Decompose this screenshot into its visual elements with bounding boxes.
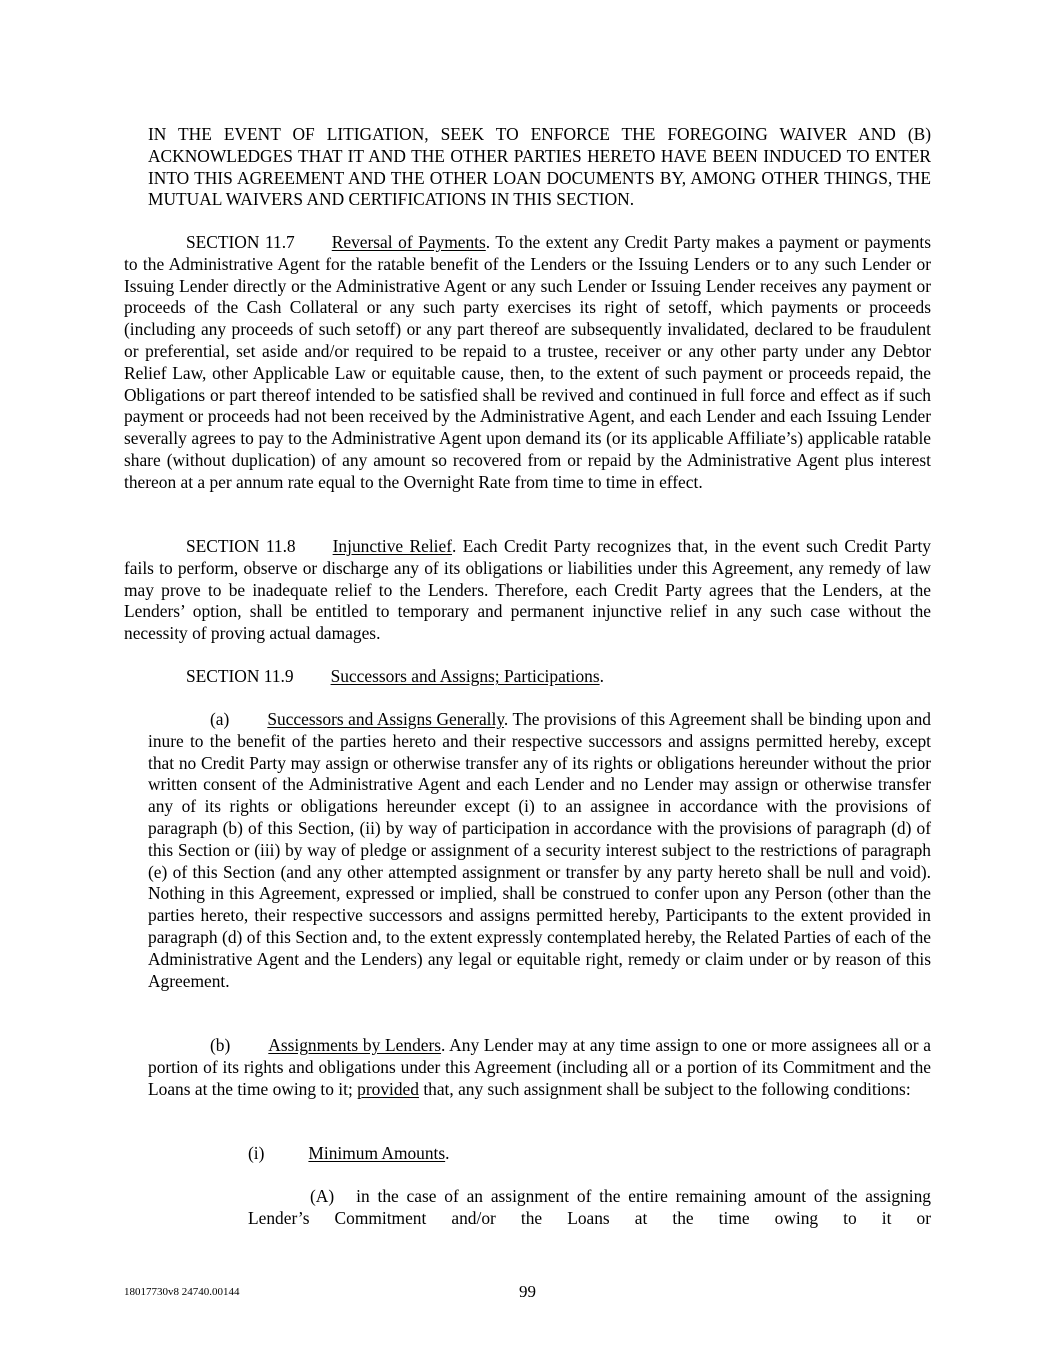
section-11-7-number: SECTION 11.7 <box>186 232 295 252</box>
section-11-9-title: Successors and Assigns; Participations <box>330 666 600 686</box>
paragraph-b-i-period: . <box>445 1143 450 1163</box>
paragraph-b <box>148 1035 931 1100</box>
section-11-8-body: . Each Credit Party recognizes that, in the event such Credit Party fails to perform, observe or discharge any of its obligations or liabilities under this Agreement, any remedy of law may prove to be inadequate relief to the Lenders. Therefore, each Credit Party agrees that the Lenders, at the Lenders’ option, shall be entitled to temporary and permanent injunctive relief in any such case without the necessity of proving actual damages. <box>124 536 931 644</box>
paragraph-b-body-before: . Any Lender may at any time assign to one or more assignees all or a portion of its rights and obligations under this Agreement (including all or a portion of its Commitment and the Loans at the time owing to it; <box>148 1035 931 1099</box>
paragraph-b-title: Assignments by Lenders <box>268 1035 442 1055</box>
waiver-continuation-text: IN THE EVENT OF LITIGATION, SEEK TO ENFORCE THE FOREGOING WAIVER AND (B) ACKNOWLEDGES THAT IT AND THE OTHER PARTIES HERETO HAVE BEEN INDUCED TO ENTER INTO THIS AGREEMENT AND THE OTHER LOAN DOCUMENTS BY, AMONG OTHER THINGS, THE MUTUAL WAIVERS AND CERTIFICATIONS IN THIS SECTION. <box>148 124 931 210</box>
section-11-9-period: . <box>599 666 604 686</box>
section-11-7-title: Reversal of Payments <box>331 232 486 252</box>
section-11-8-title: Injunctive Relief <box>332 536 453 556</box>
section-11-8-paragraph <box>124 536 931 645</box>
section-11-7-body: . To the extent any Credit Party makes a payment or payments to the Administrative Agent for the ratable benefit of the Lenders or the Issuing Lenders or to any such Lender or Issuing Lender directly or the Administrative Agent or any such Lender or Issuing Lender receives any payment or proceeds of the Cash Collateral or any such party exercises its right of setoff, which payments or proceeds (including any proceeds of such setoff) or any part thereof are subsequently invalidated, declared to be fraudulent or preferential, set aside and/or required to be repaid to a trustee, receiver or any other party under any Debtor Relief Law, other Applicable Law or equitable cause, then, to the extent of such payment or proceeds repaid, the Obligations or part thereof intended to be satisfied shall be revived and continued in full force and effect as if such payment or proceeds had not been received by the Administrative Agent, and each Lender and each Issuing Lender severally agrees to pay to the Administrative Agent upon demand its (or its applicable Affiliate’s) applicable ratable share (without duplication) of any amount so recovered from or repaid by the Administrative Agent plus interest thereon at a per annum rate equal to the Overnight Rate from time to time in effect. <box>124 232 931 492</box>
section-11-8-number: SECTION 11.8 <box>186 536 296 556</box>
waiver-continuation-paragraph <box>148 124 931 211</box>
paragraph-b-label: (b) <box>210 1035 231 1055</box>
section-11-9-number: SECTION 11.9 <box>186 666 294 686</box>
section-11-7-paragraph <box>124 232 931 494</box>
paragraph-b-i-a <box>248 1186 931 1230</box>
paragraph-a-body: . The provisions of this Agreement shall be binding upon and inure to the benefit of the parties hereto and their respective successors and assigns permitted hereby, except that no Credit Party may assign or otherwise transfer any of its rights or obligations hereunder without the prior written consent of the Administrative Agent and each Lender and no Lender may assign or otherwise transfer any of its rights or obligations hereunder except (i) to an assignee in accordance with the provisions of paragraph (b) of this Section, (ii) by way of participation in accordance with the provisions of paragraph (d) of this Section or (iii) by way of pledge or assignment of a security interest subject to the restrictions of paragraph (e) of this Section (and any other attempted assignment or transfer by any party hereto shall be null and void). Nothing in this Agreement, expressed or implied, shall be construed to confer upon any Person (other than the parties hereto, their respective successors and assigns permitted hereby, Participants to the extent provided in paragraph (d) of this Section and, to the extent expressly contemplated hereby, the Related Parties of each of the Administrative Agent and the Lenders) any legal or equitable right, remedy or claim under or by reason of this Agreement. <box>148 709 931 991</box>
paragraph-b-i-heading <box>248 1143 450 1165</box>
footer-page-number: 99 <box>519 1282 536 1301</box>
paragraph-b-i-a-label: (A) <box>310 1186 335 1206</box>
section-11-9-heading <box>186 666 604 688</box>
paragraph-a-title: Successors and Assigns Generally <box>267 709 504 729</box>
paragraph-a <box>148 709 931 992</box>
paragraph-b-i-a-body: in the case of an assignment of the entire remaining amount of the assigning Lender’s Commitment and/or the Loans at the time owing to it or <box>248 1186 931 1228</box>
paragraph-a-label: (a) <box>210 709 230 729</box>
paragraph-b-i-title: Minimum Amounts <box>308 1143 446 1163</box>
paragraph-b-body-after: that, any such assignment shall be subject to the following conditions: <box>418 1078 911 1099</box>
paragraph-b-i-label: (i) <box>248 1143 265 1163</box>
paragraph-b-provided: provided <box>357 1078 419 1099</box>
footer-document-id: 18017730v8 24740.00144 <box>124 1286 240 1298</box>
